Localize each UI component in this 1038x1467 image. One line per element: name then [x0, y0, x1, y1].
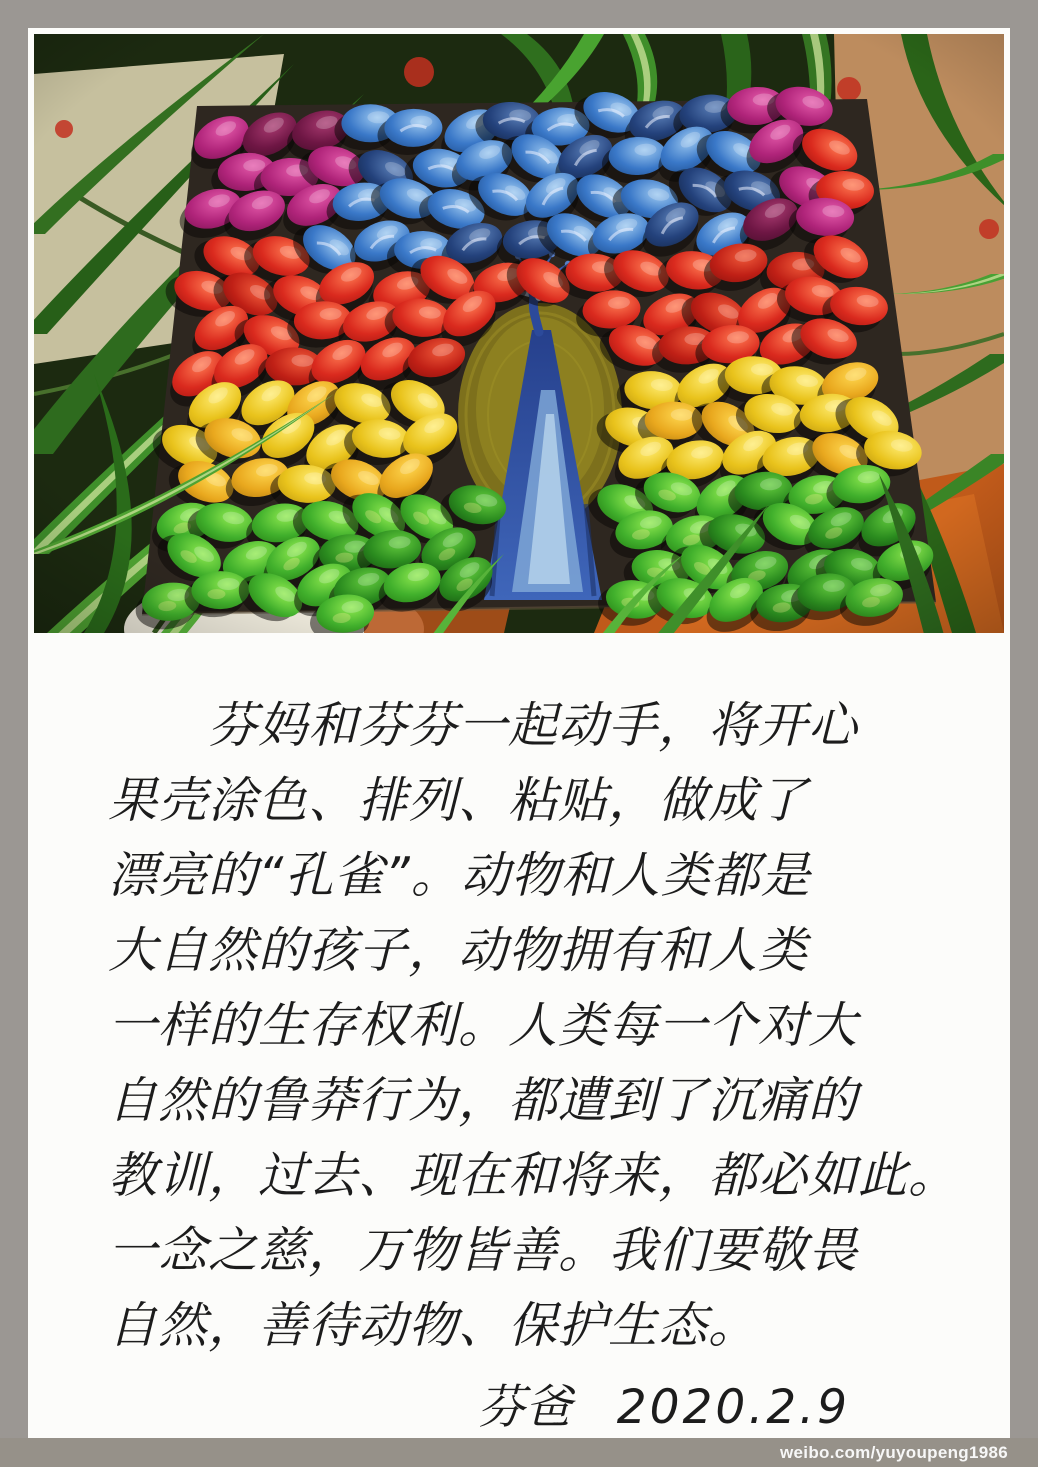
note-line: 一念之慈，万物皆善。我们要敬畏 [108, 1222, 859, 1279]
note-lines [28, 688, 1010, 1363]
watermark-bar [0, 1438, 1038, 1467]
signature-date: 2020.2.9 [616, 1380, 850, 1435]
note-line: 芬妈和芬芬一起动手，将开心 [208, 697, 859, 754]
craft-photo [34, 34, 1004, 633]
paper-sheet [28, 28, 1010, 1438]
note-line: 一样的生存权利。人类每一个对大 [108, 997, 859, 1054]
note-line: 漂亮的“孔雀”。动物和人类都是 [108, 847, 811, 904]
signature-row [28, 1377, 1010, 1439]
note-line: 自然的鲁莽行为，都遭到了沉痛的 [108, 1072, 859, 1129]
handwritten-note [28, 688, 1010, 1439]
note-line: 自然，善待动物、保护生态。 [108, 1297, 759, 1354]
watermark-text: weibo.com/yuyoupeng1986 [780, 1442, 1008, 1462]
note-line: 大自然的孩子，动物拥有和人类 [108, 922, 809, 979]
pistachio-peacock-artwork [34, 34, 1004, 633]
note-line: 果壳涂色、排列、粘贴，做成了 [108, 772, 809, 829]
signature-name: 芬爸 [477, 1380, 572, 1435]
note-line: 教训，过去、现在和将来，都必如此。 [108, 1147, 959, 1204]
